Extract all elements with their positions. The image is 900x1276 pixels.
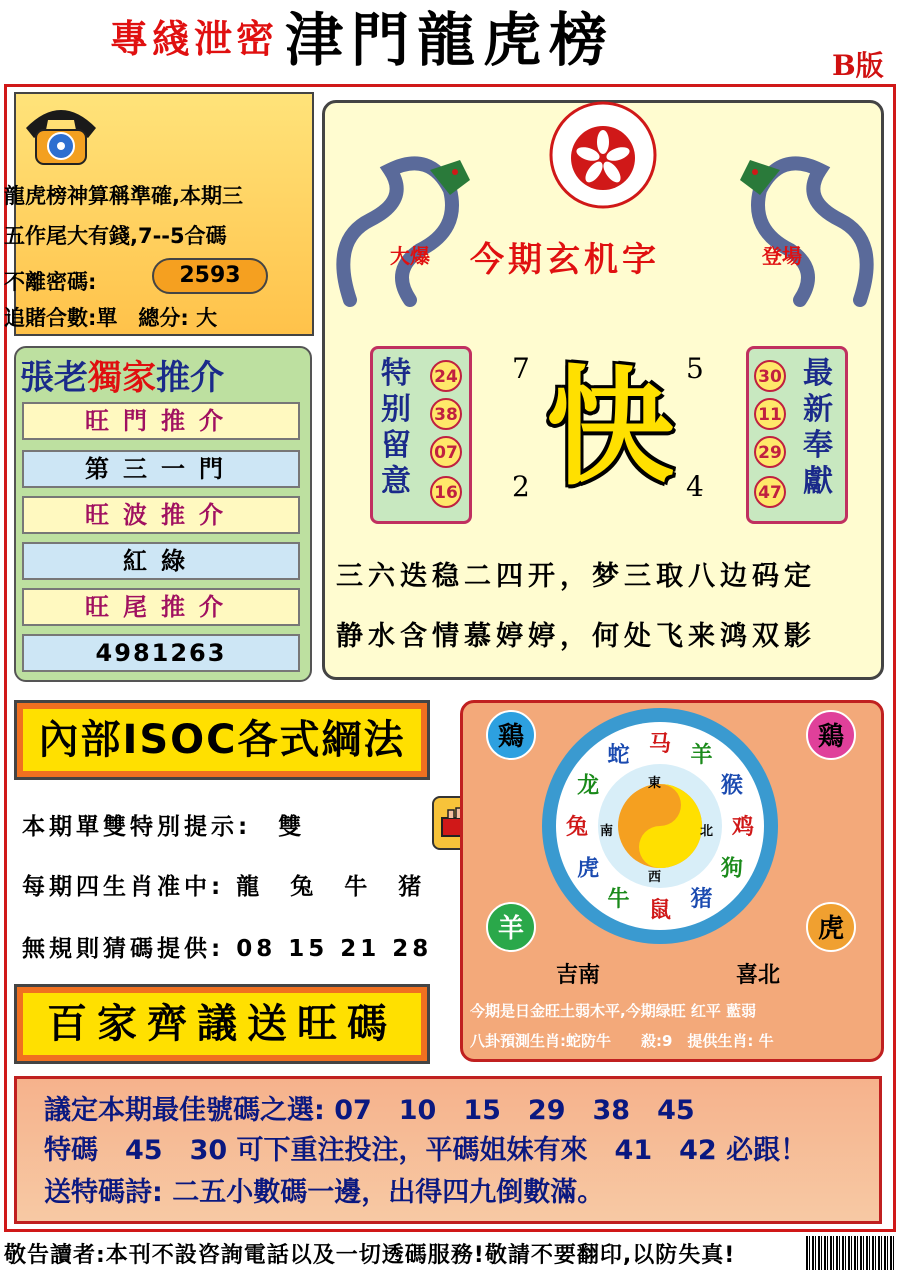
left-tag: 大爆 bbox=[390, 244, 430, 268]
element-forecast: 今期是日金旺土弱木平,今期绿旺 红平 藍弱 bbox=[470, 1002, 757, 1020]
side-word: 留 bbox=[381, 428, 411, 463]
zodiac-0: 马 bbox=[648, 732, 672, 757]
side-word: 特 bbox=[381, 356, 411, 391]
side-word: 别 bbox=[381, 392, 411, 427]
bagua-wheel bbox=[540, 706, 780, 946]
zodiac-4: 狗 bbox=[720, 856, 743, 882]
hotline-line-2: 五作尾大有錢,7--5合碼 bbox=[4, 224, 227, 248]
number-ball: 38 bbox=[430, 398, 462, 430]
bagua-forecast: 八卦預測生肖:蛇防牛 殺:9 提供生肖: 牛 bbox=[470, 1032, 774, 1050]
telephone-icon bbox=[18, 98, 104, 168]
side-word: 奉 bbox=[803, 428, 833, 463]
corner-rooster-left: 鶏 bbox=[486, 710, 536, 760]
hotline-title: 專綫泄密 bbox=[110, 17, 279, 61]
digit-top-right: 5 bbox=[686, 352, 704, 385]
number-ball: 29 bbox=[754, 436, 786, 468]
riddle-headline: 今期玄机字 bbox=[470, 240, 660, 280]
zodiac-9: 兔 bbox=[565, 815, 589, 840]
zodiac-3: 鸡 bbox=[731, 815, 755, 840]
zhang-row-5: 旺尾推介 bbox=[22, 588, 300, 626]
corner-rooster-right: 鶏 bbox=[806, 710, 856, 760]
zhang-title-a: 張老 bbox=[20, 358, 88, 398]
odd-even-tip: 本期單雙特別提示: 雙 bbox=[22, 814, 306, 840]
zhang-row-6: 4981263 bbox=[22, 634, 300, 672]
secret-code-value: 2593 bbox=[152, 258, 268, 294]
guess-number-tip: 無規則猜碼提供: 08 15 21 28 bbox=[22, 936, 433, 962]
edition-label: B版 bbox=[832, 49, 884, 82]
masthead-title: 津門龍虎榜 bbox=[284, 6, 615, 74]
barcode-icon bbox=[806, 1236, 896, 1270]
emblem-icon bbox=[548, 100, 658, 210]
zhang-title-b: 獨家 bbox=[88, 358, 156, 398]
newest-offer-words bbox=[800, 356, 836, 500]
special-number-line: 特碼 45 30 可下重注投注，平碼姐妹有來 41 42 必跟！ bbox=[44, 1135, 808, 1166]
hotline-line-1: 龍虎榜神算稱準確,本期三 bbox=[4, 184, 243, 208]
joy-north: 喜北 bbox=[736, 963, 781, 988]
isoc-title: 內部ISOC各式綱法 bbox=[14, 700, 430, 780]
number-ball: 47 bbox=[754, 476, 786, 508]
zodiac-11: 蛇 bbox=[607, 743, 630, 769]
special-attention-words bbox=[378, 356, 414, 500]
dragon-right-icon bbox=[680, 140, 880, 320]
zodiac-8: 虎 bbox=[577, 856, 600, 882]
side-word: 新 bbox=[803, 392, 833, 427]
direction-east: 東 bbox=[648, 776, 662, 791]
zodiac-7: 牛 bbox=[607, 886, 630, 912]
digit-bottom-left: 2 bbox=[512, 470, 530, 503]
direction-north: 北 bbox=[700, 824, 714, 839]
secret-code-label: 不離密碼: bbox=[4, 270, 97, 294]
zodiac-1: 羊 bbox=[690, 743, 713, 769]
zodiac-2: 猴 bbox=[720, 773, 743, 799]
lucky-south: 吉南 bbox=[556, 963, 601, 988]
number-ball: 30 bbox=[754, 360, 786, 392]
number-ball: 16 bbox=[430, 476, 462, 508]
right-tag: 登場 bbox=[762, 244, 802, 268]
special-number-poem: 送特碼詩: 二五小數碼一邊，出得四九倒數滿。 bbox=[44, 1177, 605, 1208]
side-word: 最 bbox=[803, 356, 833, 391]
riddle-character: 快 bbox=[545, 354, 674, 503]
zhang-title bbox=[20, 350, 224, 399]
zodiac-10: 龙 bbox=[577, 773, 600, 799]
direction-west: 西 bbox=[648, 870, 662, 885]
corner-goat: 羊 bbox=[486, 902, 536, 952]
best-numbers-line: 議定本期最佳號碼之選: 07 10 15 29 38 45 bbox=[44, 1095, 695, 1126]
number-ball: 11 bbox=[754, 398, 786, 430]
side-word: 獻 bbox=[803, 464, 833, 499]
number-ball: 24 bbox=[430, 360, 462, 392]
zodiac-6: 鼠 bbox=[648, 898, 672, 923]
zodiac-tip: 每期四生肖准中: 龍 兔 牛 猪 bbox=[22, 874, 426, 900]
side-word: 意 bbox=[381, 464, 411, 499]
riddle-poem-2: 静水含情慕婷婷，何处飞来鸿双影 bbox=[336, 621, 816, 652]
corner-tiger: 虎 bbox=[806, 902, 856, 952]
dragon-left-icon bbox=[330, 140, 480, 320]
digit-top-left: 7 bbox=[512, 352, 530, 385]
zhang-row-2: 第三一門 bbox=[22, 450, 300, 488]
zhang-row-3: 旺波推介 bbox=[22, 496, 300, 534]
number-ball: 07 bbox=[430, 436, 462, 468]
reader-notice: 敬告讀者:本刊不設咨詢電話以及一切透碼服務!敬請不要翻印,以防失真! bbox=[4, 1243, 736, 1268]
direction-south: 南 bbox=[600, 824, 614, 839]
zhang-title-c: 推介 bbox=[156, 358, 224, 398]
zhang-row-4: 紅綠 bbox=[22, 542, 300, 580]
baijia-title: 百家齊議送旺碼 bbox=[14, 984, 430, 1064]
zodiac-5: 猪 bbox=[690, 886, 713, 912]
riddle-poem-1: 三六迭稳二四开，梦三取八边码定 bbox=[336, 561, 816, 592]
zhang-row-1: 旺門推介 bbox=[22, 402, 300, 440]
bet-line: 追賭合數:單 總分: 大 bbox=[4, 306, 218, 330]
digit-bottom-right: 4 bbox=[686, 470, 704, 503]
